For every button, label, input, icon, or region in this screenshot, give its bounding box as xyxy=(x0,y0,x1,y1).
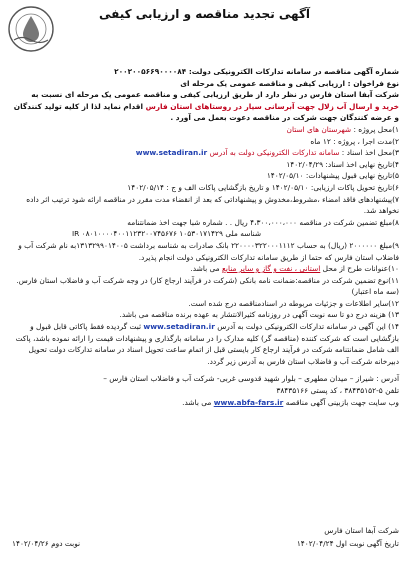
call-type: نوع فراخوان : ارزیابی کیفی و مناقصه عمومی یک مرحله ای xyxy=(180,78,399,88)
item-1 xyxy=(12,124,399,136)
item-7: ۷)پیشنهادهای فاقد امضاء ،مشروط،مخدوش و پیشنهاداتی که بعد از انقضاء مدت مقرر در مناقصه ارائه شود ترتیب اثر داده نخواهد شد. xyxy=(26,194,399,216)
abfa-fars-link[interactable]: www.abfa-fars.ir xyxy=(213,397,284,407)
intro-highlight: خرید و ارسال آب xyxy=(336,101,399,111)
item-3-label: ۳)محل اخذ اسناد : xyxy=(339,148,399,158)
website-end: می باشد. xyxy=(182,397,212,407)
item-8: ۸)مبلغ تضمین شرکت در مناقصه ۴،۳۰۰،۰۰۰،۰۰۰ ریال . . شماره شبا جهت اخذ ضمانتنامه xyxy=(127,217,399,227)
item-12: ۱۲)سایر اطلاعات و جزئیات مربوطه در اسنادمناقصه درج شده است. xyxy=(188,298,399,308)
item-2: ۲)مدت اجرا ، پروژه : ۱۲ ماه xyxy=(310,136,399,146)
item-6: ۶)تاریخ تحویل پاکات ارزیابی: ۱۴۰۲/۰۵/۱۰ و تاریخ بازگشایی پاکات الف و ج : ۱۴۰۲/۰۵/۱۴ xyxy=(127,182,399,192)
address-line-1: آدرس : شیراز – میدان مطهری – بلوار شهید قدوسی غربی- شرکت آب و فاضلاب استان فارس – xyxy=(103,374,399,384)
item-4: ۴)تاریخ نهایی اخذ اسناد: ۱۴۰۲/۰۴/۲۹ xyxy=(286,159,399,169)
item-8-sheba: IR ۰۸۰۱۰۰۰۰۴۰۰۱۱۲۳۲۰۰۷۴۵۶۷۶ شناسه ملی ۱۰۵۳۰۱۷۱۴۲۹ xyxy=(72,229,262,239)
address-line-2: تلفن ۵-۳۸۴۳۵۱۵۲ ، کد پستی ۳۸۴۳۵۱۶۶ xyxy=(276,386,399,396)
item-10 xyxy=(12,263,399,275)
item-14 xyxy=(12,321,399,367)
item-13: ۱۳) هزینه درج دو تا سه نوبت آگهی در روزنامه کثیرالانتشار به عهده برنده مناقصه می باشد. xyxy=(119,310,399,320)
item-10-value: استانی ، نفت و گاز و سایر منابع xyxy=(221,264,321,274)
item-1-value: شهرستان های استان xyxy=(286,124,352,134)
date-first: تاریخ آگهی نوبت اول ۱۴۰۲/۰۴/۲۴ xyxy=(296,539,399,548)
intro-paragraph xyxy=(12,89,399,124)
publish-dates xyxy=(12,538,399,549)
item-14-text-a: ۱۴) این آگهی در سامانه تدارکات الکترونیکی دولت به آدرس xyxy=(217,322,399,332)
intro-text-1: شرکت آبفا استان فارس در نظر دارد از طریق ارزیابی کیفی و مناقصه عمومی یک مرحله ای نسبت به xyxy=(31,90,399,100)
item-3 xyxy=(12,147,399,159)
address-line-3 xyxy=(12,397,399,409)
notice-footer xyxy=(12,525,399,549)
notice-title: آگهی تجدید مناقصه و ارزیابی کیفی xyxy=(98,7,311,21)
setadiran-link-2[interactable]: www.setadiran.ir xyxy=(143,322,215,332)
item-3-value: سامانه تدارکات الکترونیکی دولت به آدرس xyxy=(209,148,340,158)
item-1-label: ۱)محل پروژه : xyxy=(351,124,399,134)
item-10-end: می باشد. xyxy=(190,264,220,274)
item-14-text-b: ثبت گردیده فقط پاکاتی قابل قبول و بازگشایی است که شرکت کننده (مناقصه گر) کلیه مدارک را در سامانه بارگذاری و پیشنهادات قیمت را ارائه نموده باشد، پاکت الف شامل ضمانتنامه شرکت در فرآیند ارجاع کار بایستی قبل از اتمام ساعت تحویل اسناد در سامانه تدارکات دولت تحویل دبیرخانه شرکت آب و فاضلاب استان فارس به آدرس زیر گردد. xyxy=(15,322,399,366)
item-9: ۹)مبلغ ۲۰۰۰۰۰۰ (ریال) به حساب ۲۲۰۰۰۰۳۲۲۰۰۰۱۱۱۲ بانک صادرات به شناسه برداشت ۱۳۱۳۲۹۹۰۱۴۰۰۵به نام شرکت آب و فاضلاب استان فارس که حتما از طریق سامانه تدارکات الکترونیکی دولت انجام پذیرد. xyxy=(18,240,399,262)
notice-body xyxy=(12,66,399,408)
intro-text-3: اقدام نماید لذا از کلیه تولید کنندگان و عرضه کنندگان جهت شرکت در مناقصه دعوت بعمل می آورد . xyxy=(13,101,399,123)
tender-number: شماره آگهی مناقصه در سامانه تدارکات الکترونیکی دولت: ۲۰۰۲۰۰۵۶۶۹۰۰۰۰۸۴ xyxy=(114,67,399,76)
item-10-label: ۱۰)عنوانات طرح از محل xyxy=(320,264,399,274)
setadiran-link[interactable]: www.setadiran.ir xyxy=(135,148,208,158)
intro-text-2: زلال جهت آبرسانی سیار در روستاهای استان فارس xyxy=(145,101,334,111)
item-11: ۱۱)نوع تضمین شرکت در مناقصه:ضمانت نامه بانکی (شرکت در فرآیند ارجاع کار) در وجه شرکت آب و فاضلاب استان فارس.(سه ماه اعتبار) xyxy=(16,275,399,297)
date-second: نوبت دوم ۱۴۰۲/۰۴/۲۶ xyxy=(12,539,81,548)
item-5: ۵)تاریخ نهایی قبول پیشنهادات: ۱۴۰۲/۰۵/۱۰ xyxy=(266,171,399,181)
signature: شرکت آبفا استان فارس xyxy=(324,526,399,535)
website-label: وب سایت جهت بازبینی آگهی مناقصه xyxy=(285,397,399,407)
